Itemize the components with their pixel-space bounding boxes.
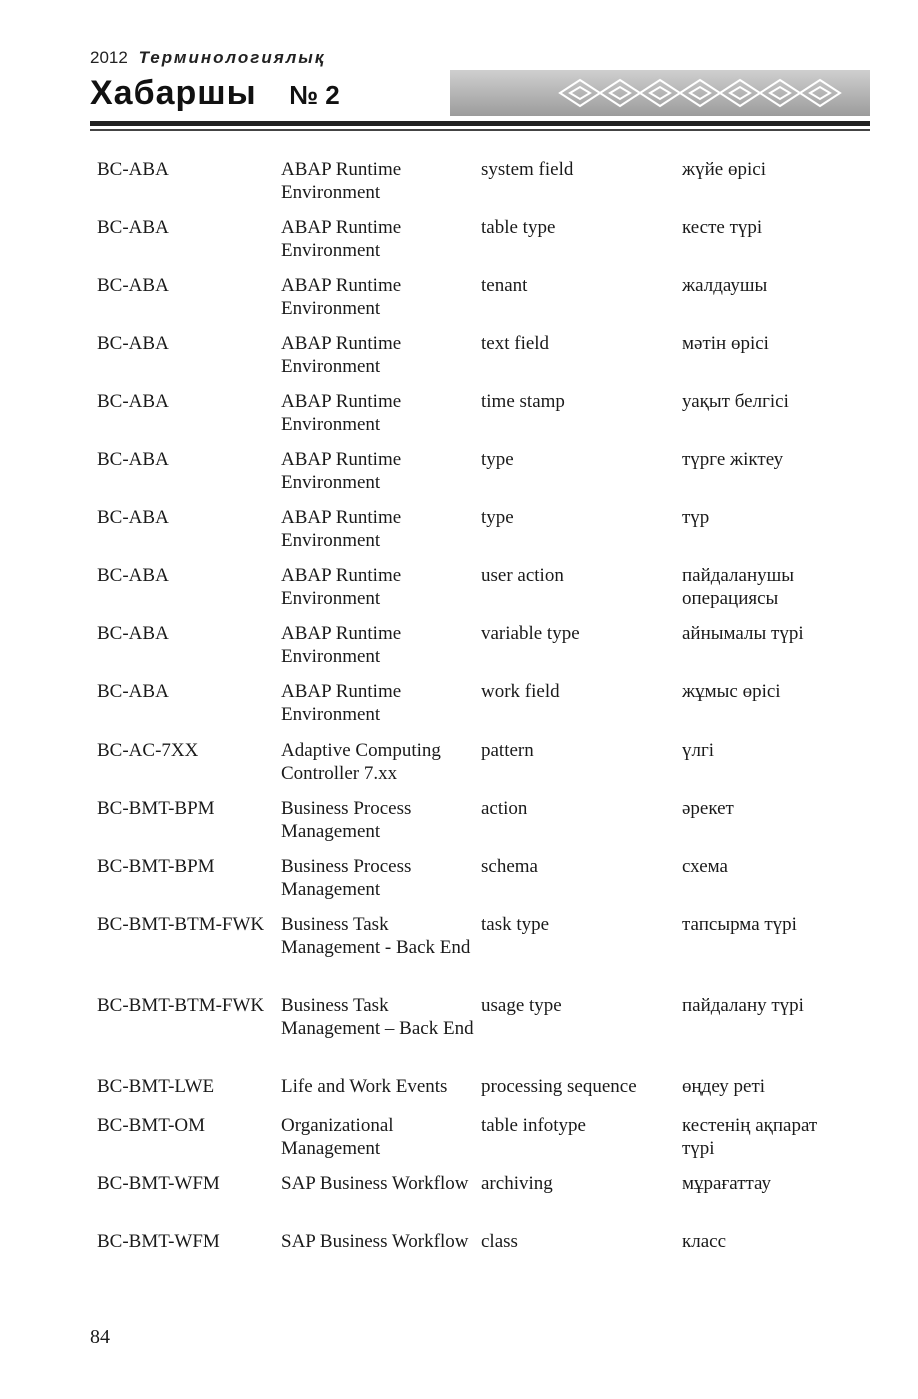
sap-area-name: Organizational Management xyxy=(281,1115,394,1159)
table-row xyxy=(97,216,837,274)
table-row xyxy=(97,1230,837,1288)
term-kazakh: схема xyxy=(682,856,728,877)
terminology-table xyxy=(97,158,837,1288)
sap-area-name: ABAP Runtime Environment xyxy=(281,391,402,435)
term-english: time stamp xyxy=(481,391,565,412)
sap-area-name: Business Process Management xyxy=(281,798,412,842)
term-english: tenant xyxy=(481,275,528,296)
term-kazakh: класс xyxy=(682,1231,727,1252)
table-row xyxy=(97,739,837,797)
sap-area-name: ABAP Runtime Environment xyxy=(281,217,402,261)
term-kazakh: айнымалы түрі xyxy=(682,623,804,644)
sap-area-name: Business Task Management – Back End xyxy=(281,995,474,1039)
sap-area-code: BC-ABA xyxy=(97,623,169,644)
journal-title-line2 xyxy=(90,74,340,113)
table-row xyxy=(97,564,837,622)
sap-area-name: SAP Business Workflow xyxy=(281,1231,469,1252)
header-rule-thin xyxy=(90,129,870,131)
sap-area-name: Adaptive Computing Controller 7.xx xyxy=(281,740,441,784)
sap-area-name: SAP Business Workflow xyxy=(281,1173,469,1194)
sap-area-code: BC-BMT-BPM xyxy=(97,856,215,877)
term-english: class xyxy=(481,1231,518,1252)
term-english: task type xyxy=(481,914,550,935)
journal-title-top: Терминологиялық xyxy=(138,48,326,67)
sap-area-code: BC-BMT-BPM xyxy=(97,798,215,819)
term-english: schema xyxy=(481,856,538,877)
term-english: table type xyxy=(481,217,556,238)
sap-area-code: BC-ABA xyxy=(97,391,169,412)
term-english: user action xyxy=(481,565,564,586)
journal-year: 2012 xyxy=(90,48,128,67)
ornament-pattern-icon xyxy=(450,70,870,116)
sap-area-code: BC-AC-7XX xyxy=(97,740,199,761)
ornament-band xyxy=(450,70,870,116)
sap-area-name: Business Process Management xyxy=(281,856,412,900)
table-row xyxy=(97,1172,837,1230)
table-row xyxy=(97,994,837,1075)
term-kazakh: жұмыс өрісі xyxy=(682,681,781,702)
term-kazakh: уақыт белгісі xyxy=(682,391,789,412)
term-kazakh: жалдаушы xyxy=(682,275,768,296)
term-kazakh: үлгі xyxy=(682,740,715,761)
sap-area-code: BC-ABA xyxy=(97,681,169,702)
table-row xyxy=(97,506,837,564)
sap-area-name: ABAP Runtime Environment xyxy=(281,333,402,377)
sap-area-name: ABAP Runtime Environment xyxy=(281,507,402,551)
table-row xyxy=(97,622,837,680)
issue-number: № 2 xyxy=(289,80,340,110)
sap-area-code: BC-BMT-WFM xyxy=(97,1173,220,1194)
term-english: action xyxy=(481,798,528,819)
journal-title-main: Хабаршы xyxy=(90,74,257,112)
term-kazakh: түрге жіктеу xyxy=(682,449,784,470)
term-kazakh: мәтін өрісі xyxy=(682,333,769,354)
page-header xyxy=(90,48,870,138)
term-english: usage type xyxy=(481,995,562,1016)
table-row xyxy=(97,1114,837,1172)
term-kazakh: пайдалану түрі xyxy=(682,995,804,1016)
sap-area-code: BC-ABA xyxy=(97,333,169,354)
term-kazakh: тапсырма түрі xyxy=(682,914,797,935)
term-english: type xyxy=(481,449,514,470)
sap-area-code: BC-ABA xyxy=(97,565,169,586)
term-english: system field xyxy=(481,159,574,180)
term-english: text field xyxy=(481,333,550,354)
sap-area-code: BC-BMT-LWE xyxy=(97,1076,215,1097)
sap-area-code: BC-ABA xyxy=(97,449,169,470)
term-kazakh: пайдаланушы операциясы xyxy=(682,565,795,609)
sap-area-code: BC-BMT-OM xyxy=(97,1115,206,1136)
term-kazakh: кесте түрі xyxy=(682,217,763,238)
page-number: 84 xyxy=(90,1326,110,1348)
table-row xyxy=(97,332,837,390)
sap-area-name: Life and Work Events xyxy=(281,1076,448,1097)
sap-area-code: BC-BMT-BTM-FWK xyxy=(97,995,265,1016)
term-english: archiving xyxy=(481,1173,553,1194)
sap-area-code: BC-ABA xyxy=(97,275,169,296)
sap-area-name: ABAP Runtime Environment xyxy=(281,623,402,667)
sap-area-name: ABAP Runtime Environment xyxy=(281,449,402,493)
sap-area-name: ABAP Runtime Environment xyxy=(281,159,402,203)
term-kazakh: жүйе өрісі xyxy=(682,159,766,180)
sap-area-name: ABAP Runtime Environment xyxy=(281,275,402,319)
term-english: table infotype xyxy=(481,1115,586,1136)
term-kazakh: кестенің ақпарат түрі xyxy=(682,1115,818,1159)
table-row xyxy=(97,913,837,994)
term-english: pattern xyxy=(481,740,534,761)
table-row xyxy=(97,448,837,506)
term-kazakh: түр xyxy=(682,507,710,528)
term-english: variable type xyxy=(481,623,580,644)
sap-area-code: BC-ABA xyxy=(97,217,169,238)
table-row xyxy=(97,390,837,448)
term-kazakh: әрекет xyxy=(682,798,734,819)
table-row xyxy=(97,1075,837,1114)
sap-area-name: ABAP Runtime Environment xyxy=(281,565,402,609)
term-english: work field xyxy=(481,681,560,702)
term-kazakh: мұрағаттау xyxy=(682,1173,771,1194)
table-row xyxy=(97,274,837,332)
table-row xyxy=(97,797,837,855)
table-row xyxy=(97,680,837,739)
table-row xyxy=(97,158,837,216)
sap-area-code: BC-BMT-BTM-FWK xyxy=(97,914,265,935)
sap-area-code: BC-ABA xyxy=(97,159,169,180)
sap-area-code: BC-BMT-WFM xyxy=(97,1231,220,1252)
journal-title-line1 xyxy=(90,48,325,68)
table-row xyxy=(97,855,837,913)
term-english: processing sequence xyxy=(481,1076,637,1097)
term-kazakh: өңдеу реті xyxy=(682,1076,766,1097)
term-english: type xyxy=(481,507,514,528)
sap-area-name: ABAP Runtime Environment xyxy=(281,681,402,725)
sap-area-code: BC-ABA xyxy=(97,507,169,528)
sap-area-name: Business Task Management - Back End xyxy=(281,914,471,958)
header-rule-thick xyxy=(90,121,870,126)
